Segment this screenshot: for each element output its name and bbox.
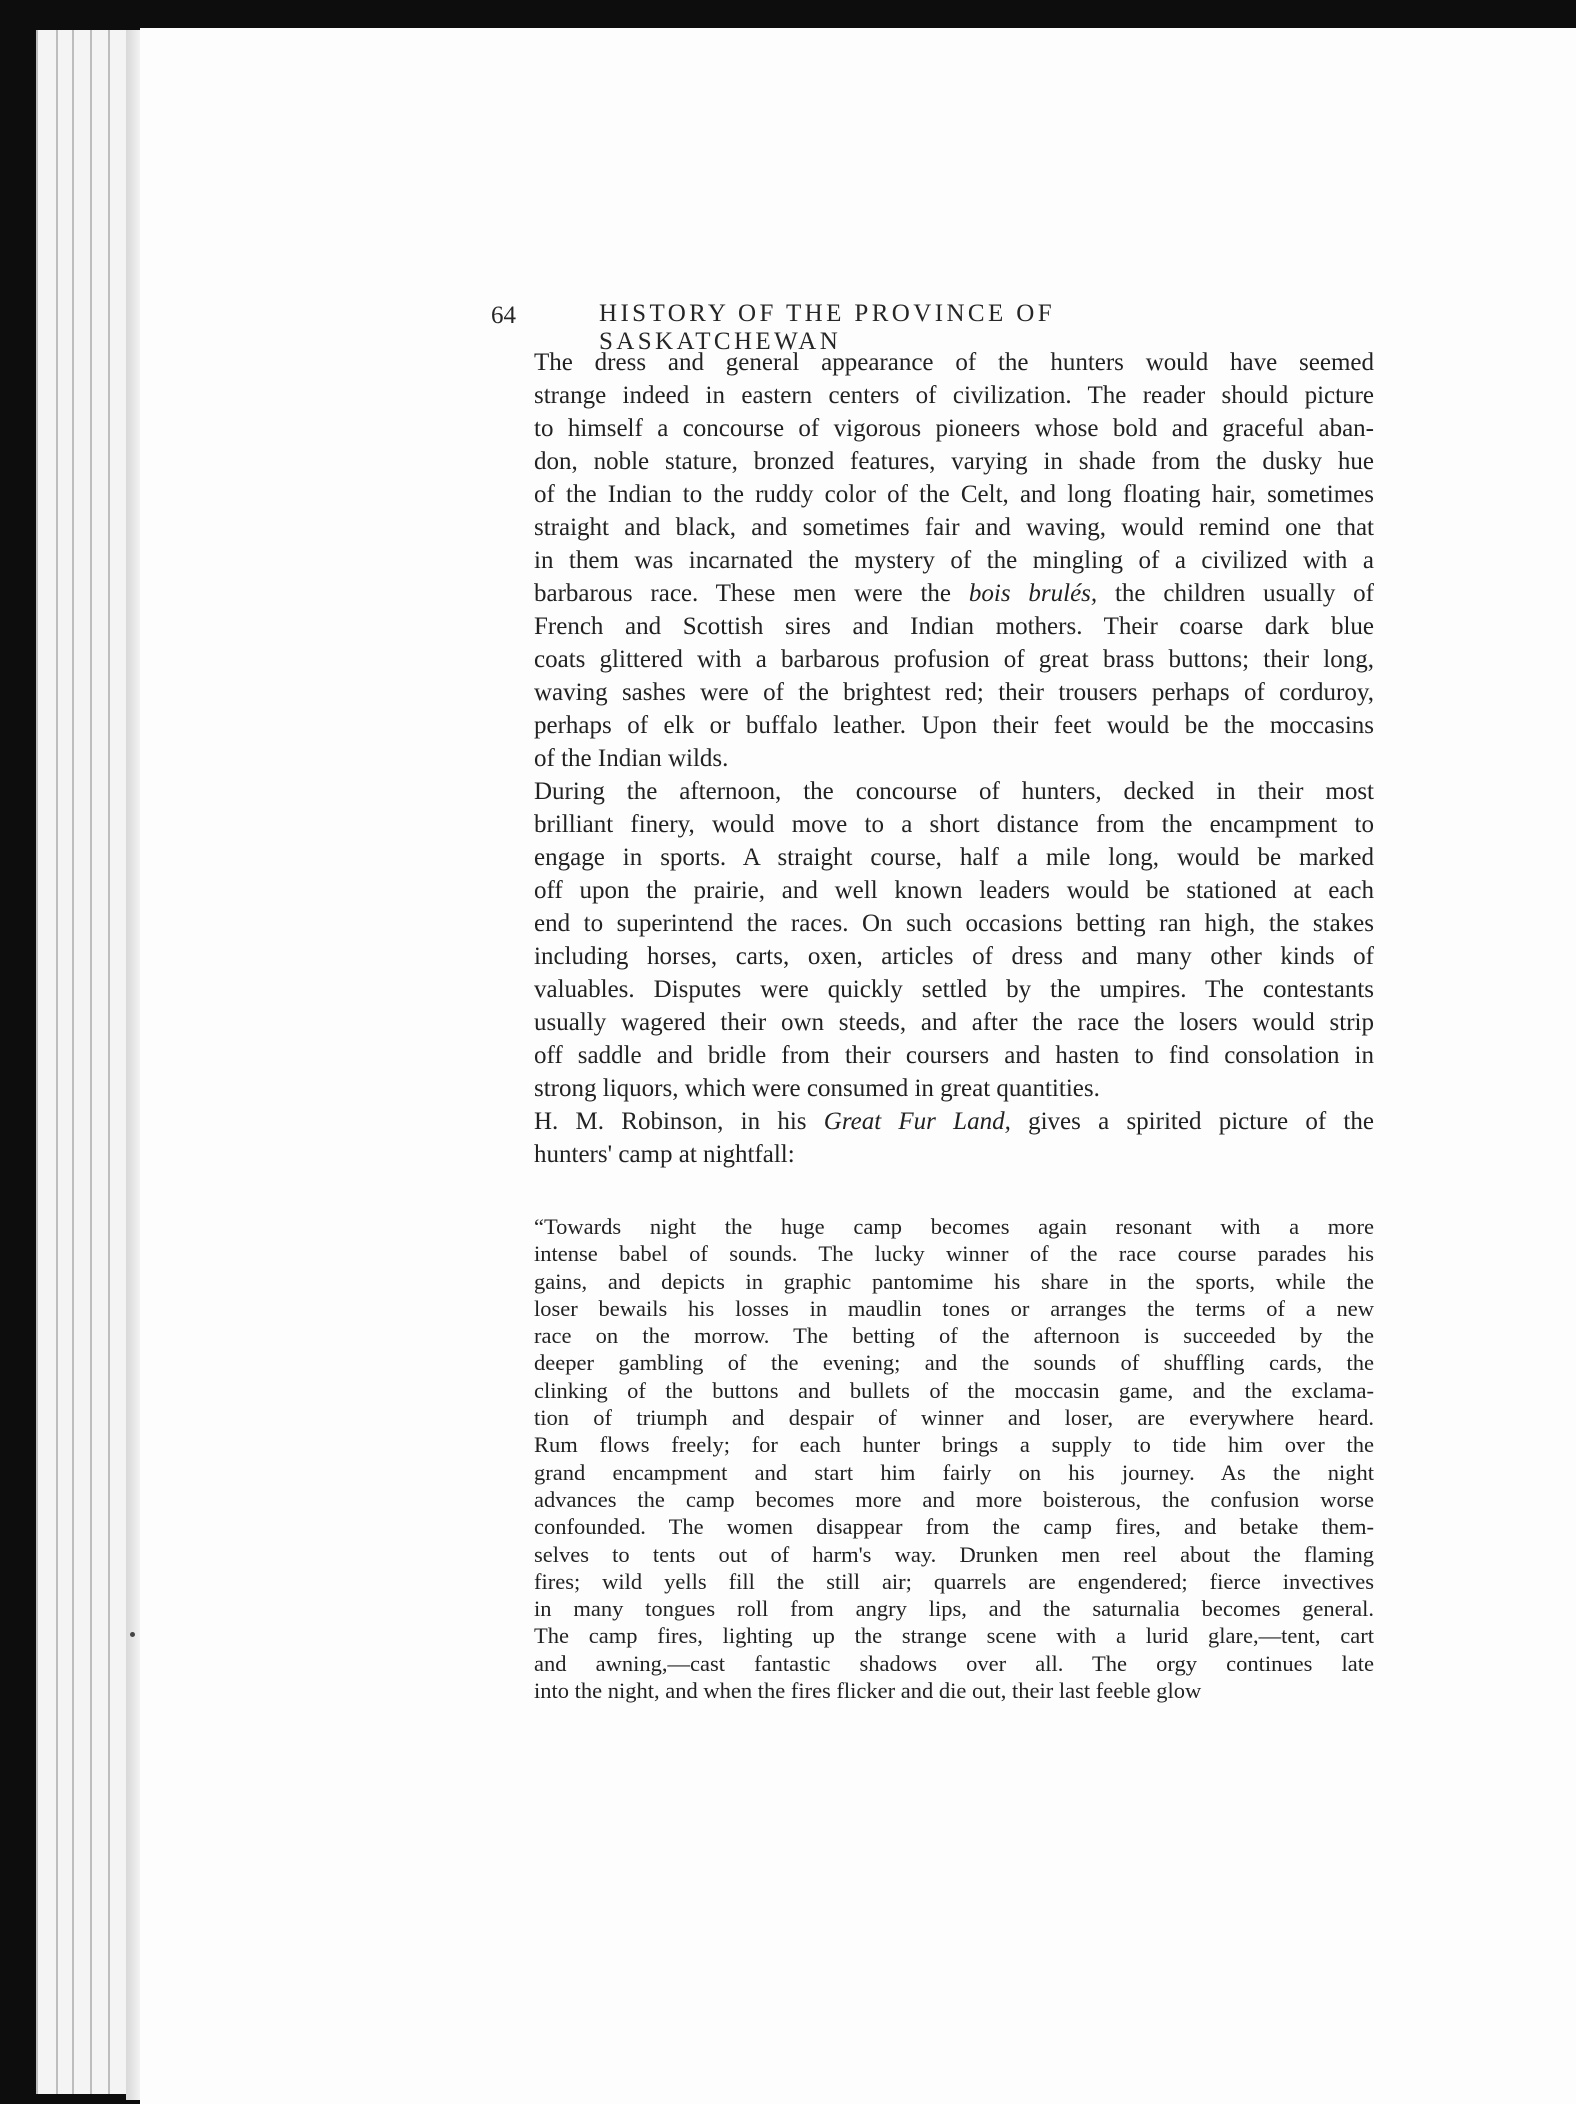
- text-line: race on the morrow. The betting of the afternoon is succeeded by the: [534, 1323, 1374, 1349]
- italic-title: bois brulés,: [968, 580, 1098, 607]
- text-line: in them was incarnated the mystery of the mingling of a civilized with a: [534, 547, 1374, 574]
- running-head: HISTORY OF THE PROVINCE OF SASKATCHEWAN: [599, 300, 1056, 355]
- text-line: in many tongues roll from angry lips, and the saturnalia becomes general.: [534, 1596, 1374, 1622]
- text-line: coats glittered with a barbarous profusion of great brass buttons; their long,: [534, 646, 1374, 673]
- text-line: confounded. The women disappear from the camp fires, and betake them-: [534, 1514, 1374, 1540]
- text-line: The camp fires, lighting up the strange scene with a lurid glare,—tent, cart: [534, 1623, 1374, 1649]
- text-line: off saddle and bridle from their coursers and hasten to find consolation in: [534, 1042, 1374, 1069]
- text-line: deeper gambling of the evening; and the sounds of shuffling cards, the: [534, 1350, 1374, 1376]
- text-line: strong liquors, which were consumed in great quantities.: [534, 1075, 1100, 1102]
- text-line: tion of triumph and despair of winner and loser, are everywhere heard.: [534, 1405, 1374, 1431]
- text-line: to himself a concourse of vigorous pioneers whose bold and graceful aban-: [534, 415, 1374, 442]
- text-line: engage in sports. A straight course, half a mile long, would be marked: [534, 844, 1374, 871]
- text-line: of the Indian wilds.: [534, 745, 729, 772]
- text-line: usually wagered their own steeds, and after the race the losers would strip: [534, 1009, 1374, 1036]
- text-line: intense babel of sounds. The lucky winner of the race course parades his: [534, 1241, 1374, 1267]
- paragraph: [494, 1105, 1374, 1171]
- body-text: [494, 346, 1374, 1704]
- text-line: The dress and general appearance of the hunters would have seemed: [534, 349, 1374, 376]
- text-line: including horses, carts, oxen, articles of dress and many other kinds of: [534, 943, 1374, 970]
- text-line: brilliant finery, would move to a short distance from the encampment to: [534, 811, 1374, 838]
- italic-title: Great Fur Land,: [823, 1108, 1011, 1135]
- text-line: straight and black, and sometimes fair and waving, would remind one that: [534, 514, 1374, 541]
- text-line: hunters' camp at nightfall:: [534, 1141, 795, 1168]
- text-line: During the afternoon, the concourse of hunters, decked in their most: [534, 778, 1374, 805]
- text-line: H. M. Robinson, in his Great Fur Land, gives a spirited picture of the: [534, 1108, 1374, 1135]
- text-line: advances the camp becomes more and more boisterous, the confusion worse: [534, 1486, 1374, 1512]
- text-line: loser bewails his losses in maudlin tones or arranges the terms of a new: [534, 1295, 1374, 1321]
- page-number: 64: [491, 302, 516, 329]
- block-quote: [494, 1213, 1374, 1704]
- text-line: and awning,—cast fantastic shadows over all. The orgy continues late: [534, 1650, 1374, 1676]
- text-line: barbarous race. These men were the bois brulés, the children usually of: [534, 580, 1374, 607]
- text-line: strange indeed in eastern centers of civilization. The reader should picture: [534, 382, 1374, 409]
- scan-speck: [130, 1632, 135, 1637]
- paragraph: [494, 775, 1374, 1105]
- text-line: into the night, and when the fires flicker and die out, their last feeble glow: [534, 1678, 1202, 1704]
- text-line: clinking of the buttons and bullets of the moccasin game, and the exclama-: [534, 1377, 1374, 1403]
- text-line: selves to tents out of harm's way. Drunken men reel about the flaming: [534, 1541, 1374, 1567]
- paragraph: [494, 346, 1374, 775]
- text-line: waving sashes were of the brightest red; their trousers perhaps of corduroy,: [534, 679, 1374, 706]
- text-line: “Towards night the huge camp becomes again resonant with a more: [534, 1214, 1374, 1239]
- text-line: fires; wild yells fill the still air; quarrels are engendered; fierce invectives: [534, 1568, 1374, 1594]
- text-line: perhaps of elk or buffalo leather. Upon their feet would be the moccasins: [534, 712, 1374, 739]
- text-line: of the Indian to the ruddy color of the Celt, and long floating hair, sometimes: [534, 481, 1374, 508]
- text-line: Rum flows freely; for each hunter brings a supply to tide him over the: [534, 1432, 1374, 1458]
- text-line: grand encampment and start him fairly on his journey. As the night: [534, 1459, 1374, 1485]
- page-header: [491, 298, 1265, 355]
- text-line: end to superintend the races. On such occasions betting ran high, the stakes: [534, 910, 1374, 937]
- text-line: off upon the prairie, and well known leaders would be stationed at each: [534, 877, 1374, 904]
- text-line: gains, and depicts in graphic pantomime his share in the sports, while the: [534, 1268, 1374, 1294]
- text-line: French and Scottish sires and Indian mothers. Their coarse dark blue: [534, 613, 1374, 640]
- text-line: don, noble stature, bronzed features, varying in shade from the dusky hue: [534, 448, 1374, 475]
- text-line: valuables. Disputes were quickly settled by the umpires. The contestants: [534, 976, 1374, 1003]
